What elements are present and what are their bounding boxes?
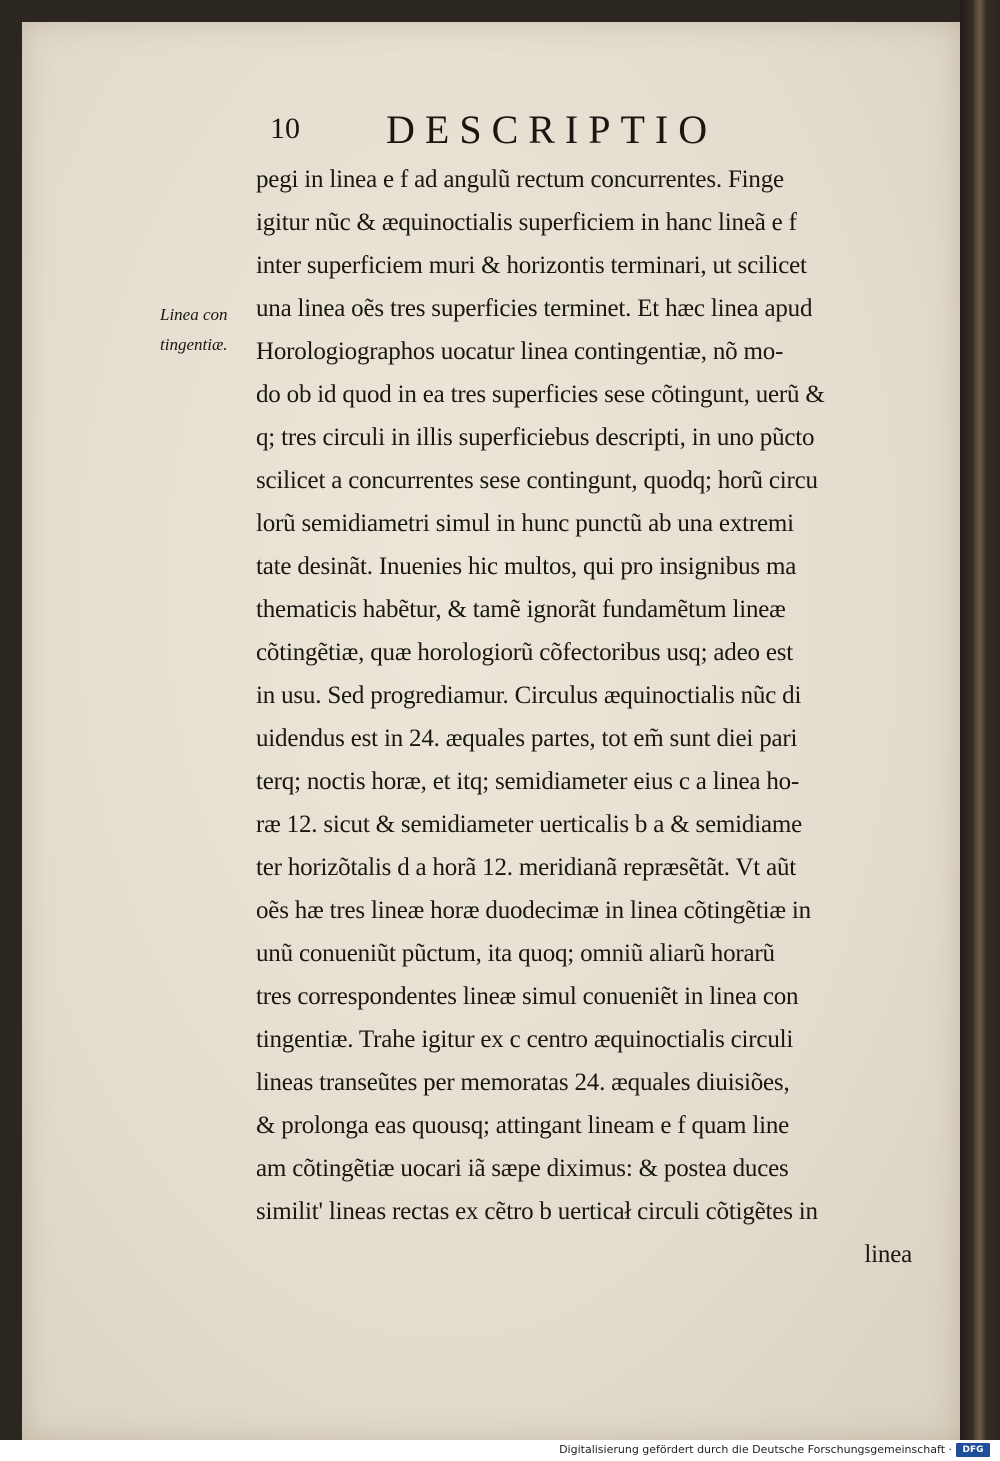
binding-strip — [974, 0, 986, 1440]
text-line: unũ conueniũt pũctum, ita quoq; omniũ aliarũ horarũ — [256, 940, 775, 967]
book-edge — [960, 0, 1000, 1440]
text-line: tingentiæ. Trahe igitur ex c centro æquinoctialis circuli — [256, 1026, 794, 1053]
catchword: linea — [864, 1241, 912, 1268]
text-line: in usu. Sed progrediamur. Circulus æquinoctialis nũc di — [256, 682, 802, 709]
text-line: pegi in linea e f ad angulũ rectum concurrentes. Finge — [256, 166, 784, 193]
text-line: ter horizõtalis d a horã 12. meridianã repræsẽtãt. Vt aũt — [256, 854, 797, 881]
funding-credit: Digitalisierung gefördert durch die Deutsche Forschungsgemeinschaft · — [559, 1443, 952, 1456]
text-line: tate desinãt. Inuenies hic multos, qui pro insignibus ma — [256, 553, 797, 580]
marginal-note-line: Linea con — [160, 305, 228, 324]
digitization-footer — [0, 1440, 1000, 1461]
text-line: q; tres circuli in illis superficiebus descripti, in uno pũcto — [256, 424, 815, 451]
running-title: DESCRIPTIO — [386, 107, 718, 152]
text-line: similit' lineas rectas ex cẽtro b uerticał circuli cõtigẽtes in — [256, 1198, 818, 1225]
body-text — [256, 158, 916, 1276]
marginal-note — [160, 300, 252, 360]
text-line: lorũ semidiametri simul in hunc punctũ ab una extremi — [256, 510, 794, 537]
marginal-note-line: tingentiæ. — [160, 335, 228, 354]
text-line: ræ 12. sicut & semidiameter uerticalis b a & semidiame — [256, 811, 802, 838]
text-line: cõtingẽtiæ, quæ horologiorũ cõfectoribus usq; adeo est — [256, 639, 794, 666]
page-number: 10 — [270, 112, 300, 145]
page-header — [270, 106, 970, 156]
text-line: tres correspondentes lineæ simul conueniẽt in linea con — [256, 983, 799, 1010]
text-line: & prolonga eas quousq; attingant lineam e f quam line — [256, 1112, 790, 1139]
text-line: thematicis habẽtur, & tamẽ ignorãt fundamẽtum lineæ — [256, 596, 786, 623]
text-line: terq; noctis horæ, et itq; semidiameter eius c a linea ho- — [256, 768, 800, 795]
text-line: Horologiographos uocatur linea contingentiæ, nõ mo- — [256, 338, 784, 365]
text-line: scilicet a concurrentes sese contingunt, quodq; horũ circu — [256, 467, 818, 494]
text-line: una linea oẽs tres superficies terminet. Et hæc linea apud — [256, 295, 813, 322]
text-line: lineas transeũtes per memoratas 24. æquales diuisiões, — [256, 1069, 790, 1096]
dfg-logo: DFG — [956, 1443, 990, 1457]
text-line: uidendus est in 24. æquales partes, tot em̃ sunt diei pari — [256, 725, 798, 752]
text-line: igitur nũc & æquinoctialis superficiem in hanc lineã e f — [256, 209, 797, 236]
text-line: am cõtingẽtiæ uocari iã sæpe diximus: & postea duces — [256, 1155, 789, 1182]
text-line: oẽs hæ tres lineæ horæ duodecimæ in linea cõtingẽtiæ in — [256, 897, 811, 924]
text-line: do ob id quod in ea tres superficies sese cõtingunt, uerũ & — [256, 381, 825, 408]
text-line: inter superficiem muri & horizontis terminari, ut scilicet — [256, 252, 807, 279]
